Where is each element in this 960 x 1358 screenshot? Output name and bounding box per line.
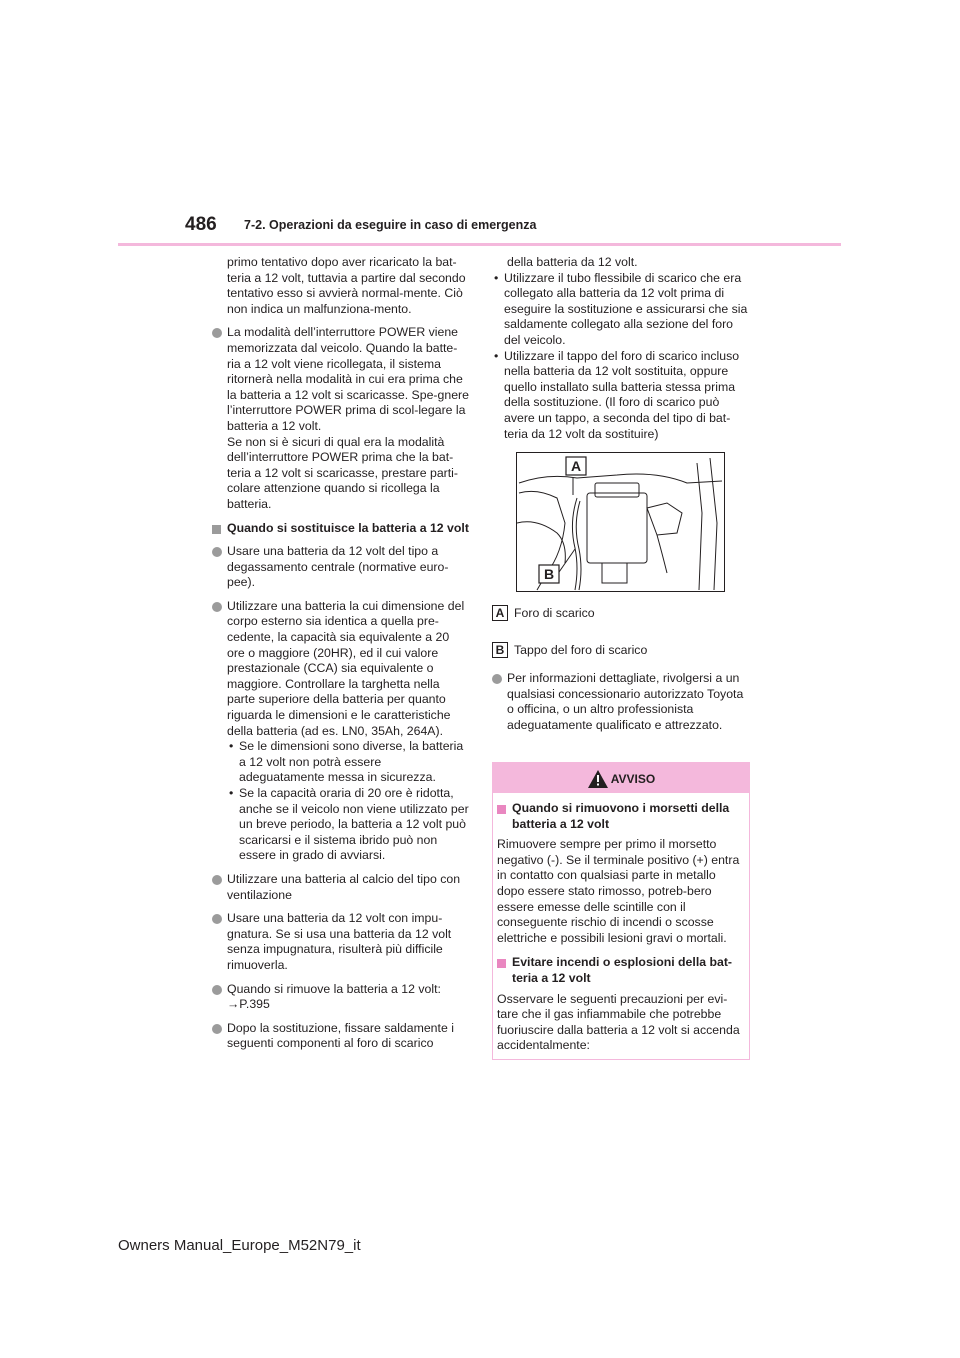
remove-text: Quando si rimuove la batteria a 12 volt: — [227, 981, 441, 996]
intro-continuation: primo tentativo dopo aver ricaricato la bat-teria a 12 volt, tuttavia a partire dal secondo tentativo esso si avvierà normal-mente. Ciò non indica un malfunziona-mento. — [227, 255, 466, 316]
battery-drain-illustration — [516, 452, 725, 592]
info-text: Per informazioni dettagliate, rivolgersi a un qualsiasi concessionario autorizzato Toyota o officina, o un altro professionista adeguatamente qualificato e attrezzato. — [507, 671, 744, 732]
bullet-icon — [212, 875, 222, 885]
sub-item — [492, 271, 750, 349]
header-rule — [118, 243, 841, 246]
continuation-text: della batteria da 12 volt. — [507, 255, 638, 269]
sub-capacity-text: Se la capacità oraria di 20 ore è ridotta, anche se il veicolo non viene utilizzato per un breve periodo, la batteria a 12 volt può scaricarsi e il sistema ibrido può non essere in grado di avviarsi. — [239, 786, 469, 863]
warning-box — [492, 762, 750, 1060]
list-item — [212, 872, 470, 903]
sub-item — [492, 349, 750, 443]
power-mode-note: Se non si è sicuri di qual era la modalità dell’interruttore POWER prima che la bat-teria a 12 volt si scaricasse, prestare parti-colare attenzione quando si ricollega la batteria. — [227, 434, 458, 511]
warning-body — [493, 793, 749, 1054]
list-item — [212, 599, 470, 864]
bullet-icon — [492, 674, 502, 684]
bullet-icon — [212, 985, 222, 995]
bullet-icon — [212, 1024, 222, 1034]
dot-icon: • — [494, 348, 499, 363]
replace-heading-text: Quando si sostituisce la batteria a 12 volt — [227, 520, 469, 535]
warning-heading-1 — [497, 801, 745, 832]
dimensions-text: Utilizzare una batteria la cui dimensione del corpo esterno sia identica a quella pre-cedente, la capacità sia equivalente a 20 ore o maggiore (20HR), ed il cui valore prestazionale (CCA) sia equivalente o maggiore. Controllare la targhetta nella parte superiore della batteria per quanto riguarda le dimensioni e le caratteristiche della batteria (ad es. LN0, 35Ah, 264A). — [227, 598, 465, 738]
footer-text: Owners Manual_Europe_M52N79_it — [118, 1237, 361, 1254]
legend-a-key: A — [492, 605, 508, 621]
legend-a-text: Foro di scarico — [514, 606, 595, 621]
figure-label-b: B — [543, 566, 555, 583]
list-item — [492, 671, 750, 733]
bullet-icon — [212, 547, 222, 557]
warning-title: AVVISO — [610, 772, 656, 786]
legend-a — [492, 604, 750, 622]
list-item — [212, 911, 470, 973]
legend-b-key: B — [492, 642, 508, 658]
square-bullet-icon — [212, 525, 221, 534]
figure-label-a: A — [570, 458, 582, 475]
bullet-icon — [212, 914, 222, 924]
sub-cap-text: Utilizzare il tappo del foro di scarico incluso nella batteria da 12 volt sostituita, oppure quello installato sulla batteria stessa prima della sostituzione. (Il foro di scarico può avere un tappo, a seconda del tipo di bat-teria da 12 volt da sostituire) — [504, 348, 740, 441]
battery-drain-drawing — [517, 453, 724, 591]
dot-icon: • — [229, 739, 234, 754]
sub-hose-text: Utilizzare il tubo flessibile di scarico che era collegato alla batteria da 12 volt prima di eseguire la sostituzione e assicurarsi che sia saldamente collegato alla sezione del foro del veicolo. — [504, 270, 748, 347]
list-item — [212, 325, 470, 512]
warning-paragraph-1: Rimuovere sempre per primo il morsetto negativo (-). Se il terminale positivo (+) entra in contatto con qualsiasi parte in metallo dopo essere stato rimosso, potreb-bero essere emesse delle scintille con il conseguente rischio di incendi o scosse elettriche e possibili lesioni gravi o mortali. — [497, 837, 740, 945]
left-column — [212, 255, 470, 1052]
legend-b-text: Tappo del foro di scarico — [514, 643, 648, 658]
warning-heading-1-text: Quando si rimuovono i morsetti della batteria a 12 volt — [512, 801, 730, 831]
calcium-text: Utilizzare una batteria al calcio del tipo con ventilazione — [227, 871, 461, 902]
square-bullet-icon — [497, 959, 506, 968]
replace-heading — [212, 521, 470, 537]
after-replacement-text: Dopo la sostituzione, fissare saldamente i seguenti componenti al foro di scarico — [227, 1020, 454, 1051]
dot-icon: • — [494, 270, 499, 285]
handle-text: Usare una batteria da 12 volt con impu-gnatura. Se si usa una batteria da 12 volt senza impugnatura, risulterà più difficile rimuoverla. — [227, 911, 452, 972]
sub-dimensions-text: Se le dimensioni sono diverse, la batteria a 12 volt non potrà essere adeguatamente messa in sicurezza. — [239, 739, 464, 785]
warning-heading-2-text: Evitare incendi o esplosioni della bat-teria a 12 volt — [512, 955, 733, 985]
dot-icon: • — [229, 786, 234, 800]
legend-b — [492, 641, 750, 659]
bullet-icon — [212, 602, 222, 612]
list-item — [212, 982, 470, 1013]
section-title: 7-2. Operazioni da eseguire in caso di emergenza — [244, 218, 537, 232]
page-reference-link[interactable]: →P.395 — [227, 997, 270, 1012]
bullet-icon — [212, 328, 222, 338]
sub-item — [227, 786, 470, 864]
list-item — [212, 544, 470, 591]
degassing-text: Usare una batteria da 12 volt del tipo a degassamento centrale (normative euro-pee). — [227, 544, 449, 590]
warning-paragraph-2: Osservare le seguenti precauzioni per evi-tare che il gas infiammabile che potrebbe fuoriuscire dalla batteria a 12 volt si accenda accidentalmente: — [497, 991, 740, 1053]
warning-heading-2 — [497, 955, 745, 986]
list-item — [212, 1021, 470, 1052]
power-mode-text: La modalità dell’interruttore POWER viene memorizzata dal veicolo. Quando la batte-ria a 12 volt viene ricollegata, il sistema ritornerà nella modalità in cui era prima che la batteria a 12 volt si scaricasse. Spe-gnere l’interruttore POWER prima di scol-legare la batteria a 12 volt. — [227, 325, 469, 433]
warning-header — [493, 763, 749, 793]
right-column — [492, 255, 750, 734]
page-number: 486 — [185, 214, 217, 235]
sub-item — [227, 739, 470, 786]
square-bullet-icon — [497, 805, 506, 814]
